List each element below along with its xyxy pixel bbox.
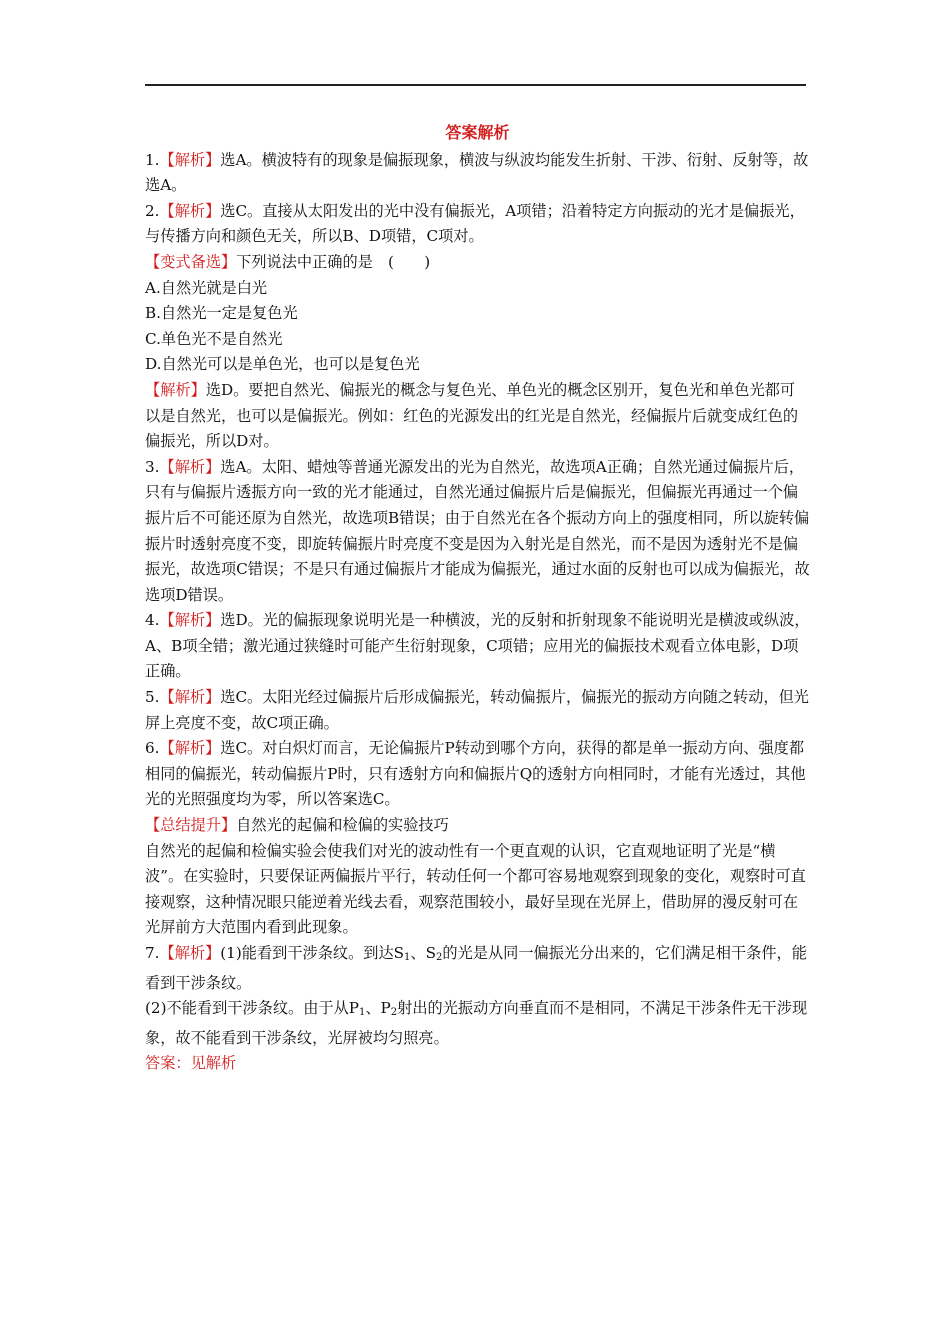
item-number: 7. xyxy=(145,944,160,962)
answer-value: 见解析 xyxy=(190,1054,237,1073)
option-b: B.自然光一定是复色光 xyxy=(145,304,298,323)
analysis-tag: 【解析】 xyxy=(159,457,221,476)
answer-text: 选D。光的偏振现象说明光是一种横波，光的反射和折射现象不能说明光是横波或纵波，A、B项全错；激光通过狭缝时可能产生衍射现象，C项错；应用光的偏振技术观看立体电影，D项正确。 xyxy=(145,611,810,681)
header-rule xyxy=(145,84,806,86)
answer-7-part-2 xyxy=(145,996,810,1051)
item-number: 4. xyxy=(145,611,160,630)
analysis-tag: 【解析】 xyxy=(145,380,206,399)
analysis-tag: 【解析】 xyxy=(159,944,221,962)
subscript: 1 xyxy=(404,952,411,963)
item-number: 2. xyxy=(145,201,160,220)
answer-3 xyxy=(145,455,810,609)
variant-question xyxy=(145,250,810,276)
summary-heading xyxy=(145,813,810,839)
item-number: 5. xyxy=(145,688,160,707)
option-c: C.单色光不是自然光 xyxy=(145,329,283,348)
answer-5 xyxy=(145,685,810,736)
answer-text: 选D。要把自然光、偏振光的概念与复色光、单色光的概念区别开，复色光和单色光都可以是自然光，也可以是偏振光。例如：红色的光源发出的红光是自然光，经偏振片后就变成红色的偏振光，所以D对。 xyxy=(145,380,799,451)
answer-document xyxy=(145,120,810,1077)
answer-7-part-1 xyxy=(145,941,810,996)
question-text: 下列说法中正确的是 ( ) xyxy=(236,252,431,271)
answer-label: 答案： xyxy=(145,1054,191,1073)
option-a: A.自然光就是白光 xyxy=(145,278,268,297)
subscript: 2 xyxy=(436,952,443,963)
answer-6 xyxy=(145,736,810,813)
final-answer xyxy=(145,1051,810,1077)
analysis-tag: 【解析】 xyxy=(159,201,221,220)
answer-text: 、S xyxy=(410,944,437,962)
subscript: 2 xyxy=(390,1007,398,1019)
summary-text: 自然光的起偏和检偏实验会使我们对光的波动性有一个更直观的认识，它直观地证明了光是“横波”。在实验时，只要保证两偏振片平行，转动任何一个都可容易地观察到现象的变化，观察时可直接观察，这种情况眼只能逆着光线去看，观察范围较小，最好呈现在光屏上，借助屏的漫反射可在光屏前方大范围内看到此现象。 xyxy=(145,841,806,937)
answer-text: (1)能看到干涉条纹。到达S xyxy=(220,944,405,962)
answer-text: 选C。太阳光经过偏振片后形成偏振光，转动偏振片，偏振光的振动方向随之转动，但光屏上亮度不变，故C项正确。 xyxy=(145,688,809,732)
answer-4 xyxy=(145,608,810,685)
summary-title: 自然光的起偏和检偏的实验技巧 xyxy=(236,816,449,835)
answer-text: 选C。对白炽灯而言，无论偏振片P转动到哪个方向，获得的都是单一振动方向、强度都相同的偏振光，转动偏振片P时，只有透射方向和偏振片Q的透射方向相同时，才能有光透过，其他光的光照强度均为零，所以答案选C。 xyxy=(145,739,806,809)
option-d: D.自然光可以是单色光，也可以是复色光 xyxy=(145,355,420,374)
answer-text: 的光是从同一偏振光分出来的，它们满足相干条件，能看到干涉条纹。 xyxy=(145,944,807,992)
answer-text: 选A。横波特有的现象是偏振现象，横波与纵波均能发生折射、干涉、衍射、反射等，故选A。 xyxy=(145,150,809,195)
answer-1 xyxy=(145,148,810,199)
answer-text: (2)不能看到干涉条纹。由于从P xyxy=(145,999,359,1018)
answer-text: 选C。直接从太阳发出的光中没有偏振光，A项错；沿着特定方向振动的光才是偏振光，与传播方向和颜色无关，所以B、D项错，C项对。 xyxy=(145,201,805,246)
analysis-tag: 【解析】 xyxy=(159,688,221,707)
item-number: 3. xyxy=(145,457,160,476)
variant-analysis xyxy=(145,378,810,455)
variant-tag: 【变式备选】 xyxy=(145,252,237,271)
analysis-tag: 【解析】 xyxy=(159,739,221,758)
analysis-tag: 【解析】 xyxy=(159,611,221,630)
item-number: 6. xyxy=(145,739,160,758)
answer-text: 选A。太阳、蜡烛等普通光源发出的光为自然光，故选项A正确；自然光通过偏振片后，只有与偏振片透振方向一致的光才能通过，自然光通过偏振片后是偏振光，但偏振光再通过一个偏振片后不可能还原为自然光，故选项B错误；由于自然光在各个振动方向上的强度相同，所以旋转偏振片时透射亮度不变，即旋转偏振片时亮度不变是因为入射光是自然光，而不是因为透射光不是偏振光，故选项C错误；不是只有通过偏振片才能成为偏振光，通过水面的反射也可以成为偏振光，故选项D错误。 xyxy=(145,457,810,604)
summary-tag: 【总结提升】 xyxy=(145,816,237,835)
subscript: 1 xyxy=(358,1007,366,1019)
item-number: 1. xyxy=(145,150,160,169)
page-title: 答案解析 xyxy=(445,123,510,142)
answer-text: 、P xyxy=(365,999,391,1018)
answer-2 xyxy=(145,199,810,250)
analysis-tag: 【解析】 xyxy=(159,150,221,169)
answer-text: 射出的光振动方向垂直而不是相同，不满足干涉条件无干涉现象，故不能看到干涉条纹，光屏被均匀照亮。 xyxy=(145,999,808,1047)
